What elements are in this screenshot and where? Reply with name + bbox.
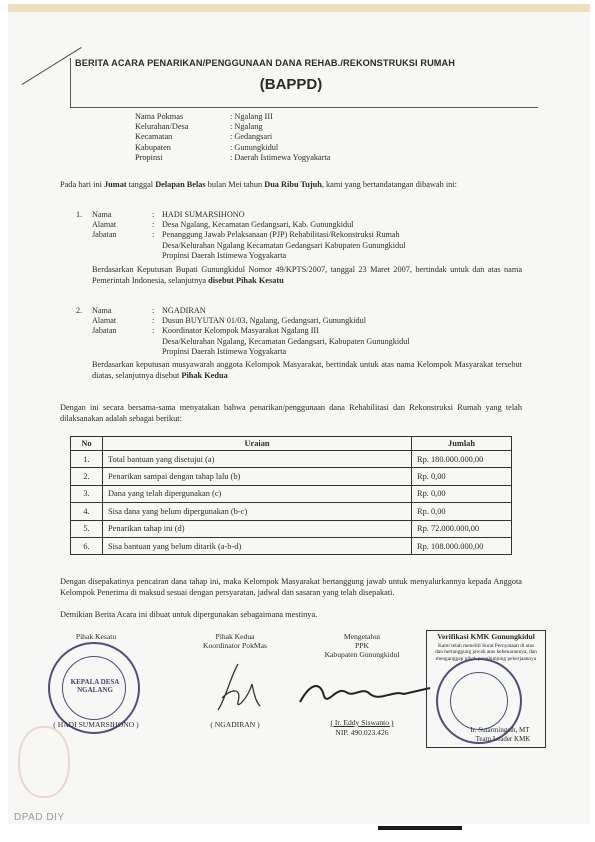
party-one: 1. Nama : HADI SUMARSIHONO Alamat : Desa Ngalang, Kecamatan Gedangsari, Kab. Gunungkidul Jabatan : Penanggung Jawab Pelaksanaan (PJP) Rehabilitasi/Rekonstruksi Rumah Desa/Kelurahan Ngalang Kecamatan Gedangsari Kabupaten Gunungkidul Propinsi Daerah Istimewa Yogyakarta — [76, 210, 406, 260]
stamp-text: KEPALA DESA NGALANG — [70, 678, 120, 694]
signature-party-two: Pihak Kedua Koordinator PokMas ( NGADIRAN ) — [180, 632, 290, 650]
info-row: Kecamatan : Gedangsari — [135, 132, 273, 142]
footer-watermark: DPAD DIY — [14, 812, 65, 823]
table-row: 4. Sisa dana yang belum dipergunakan (b-c) Rp. 0,00 — [71, 503, 512, 520]
signer-nip: NIP. 490.023.426 — [335, 728, 389, 737]
info-row: Kabupaten : Gunungkidul — [135, 142, 279, 152]
party-two: 2. Nama : NGADIRAN Alamat : Dusun BUYUTAN 01/03, Ngalang, Gedangsari, Gunungkidul Jabatan : Koordinator Kelompok Masyarakat Ngalang III Desa/Kelurahan Ngalang, Kecamatan Gedangsari, Kabupaten Gunungkidul Propinsi Daerah Istimewa Yogyakarta — [76, 306, 410, 356]
signer-name: ( Ir. Eddy Siswanto ) — [330, 718, 394, 727]
fund-table — [70, 436, 512, 555]
closing-paragraph: Dengan disepakatinya pencairan dana tahap ini, maka Kelompok Masyarakat bertanggung jawab untuk menyalurkannya kepada Anggota Kelompok Penerima di maksud sesuai dengan persyaratan, jadwal dan sasaran yang telah disepakati. — [60, 577, 522, 597]
signer-role: Team Leader KMK — [475, 735, 531, 743]
scan-edge — [8, 4, 590, 12]
closing-statement: Demikian Berita Acara ini dibuat untuk dipergunakan sebagaimana mestinya. — [60, 610, 318, 619]
info-row: Kelurahan/Desa : Ngalang — [135, 122, 263, 132]
statement-paragraph: Dengan ini secara bersama-sama menyatakan bahwa penarikan/penggunaan dana Rehabilitasi dan Rekonstruksi Rumah yang telah dilaksanakan adalah sebagai berikut: — [60, 403, 522, 423]
table-header-row: No Uraian Jumlah — [71, 437, 512, 451]
signature-ppk: Mengetahui PPK Kabupaten Gunungkidul ( Ir. Eddy Siswanto ) NIP. 490.023.426 — [302, 632, 422, 659]
signature-verification: Verifikasi KMK Gunungkidul Kami telah meneliti Surat Pernyataan di atas dan bertanggung jawab atas kebenarannya, dan menganggap pihak penghunjung pekerjaannya Ir. Sutarmingsih, MT Team Leader KMK — [430, 632, 542, 662]
signature-scribble — [296, 672, 436, 712]
table-row: 2. Penarikan sampai dengan tahap lalu (b) Rp. 0,00 — [71, 468, 512, 485]
scan-mark — [378, 826, 462, 830]
signer-name: ( HADI SUMARSIHONO ) — [53, 720, 139, 729]
pokmas-info — [135, 112, 430, 163]
watermark-seal — [18, 726, 70, 798]
signature-section — [40, 632, 540, 752]
info-row: Propinsi : Daerah Istimewa Yogyakarta — [135, 152, 331, 162]
party-two-basis: Berdasarkan keputusan musyawarah anggota Kelompok Masyarakat, bertindak untuk atas nama Kelompok Masyarakat tersebut diatas, selanjutnya disebut Pihak Kedua — [92, 360, 522, 380]
party-one-basis: Berdasarkan Keputusan Bupati Gunungkidul Nomor 49/KPTS/2007, tanggal 23 Maret 2007, bertindak untuk dan atas nama Pemerintah Indonesia, selanjutnya disebut Pihak Kesatu — [92, 265, 522, 285]
stamp-inner-ring — [450, 672, 508, 730]
document-title: BERITA ACARA PENARIKAN/PENGGUNAAN DANA REHAB./REKONSTRUKSI RUMAH — [75, 58, 456, 68]
table-row: 3. Dana yang telah dipergunakan (c) Rp. 0,00 — [71, 485, 512, 502]
signature-scribble — [208, 658, 268, 718]
table-row: 5. Penarikan tahap ini (d) Rp. 72.000.000,00 — [71, 520, 512, 537]
table-row: 6. Sisa bantuan yang belum ditarik (a-b-d) Rp. 108.000.000,00 — [71, 537, 512, 554]
table-row: 1. Total bantuan yang disetujui (a) Rp. 180.000.000,00 — [71, 451, 512, 468]
opening-paragraph: Pada hari ini Jumat tanggal Delapan Belas bulan Mei tahun Dua Ribu Tujuh, kami yang bertandatangan dibawah ini: — [60, 180, 457, 189]
document-acronym: (BAPPD) — [259, 76, 323, 93]
signer-name: ( NGADIRAN ) — [210, 720, 260, 729]
signer-name: Ir. Sutarmingsih, MT — [470, 726, 530, 734]
signature-party-one: Pihak Kesatu KEPALA DESA NGALANG ( HADI SUMARSIHONO ) — [40, 632, 152, 641]
info-row: Nama Pokmas : Ngalang III — [135, 112, 273, 121]
